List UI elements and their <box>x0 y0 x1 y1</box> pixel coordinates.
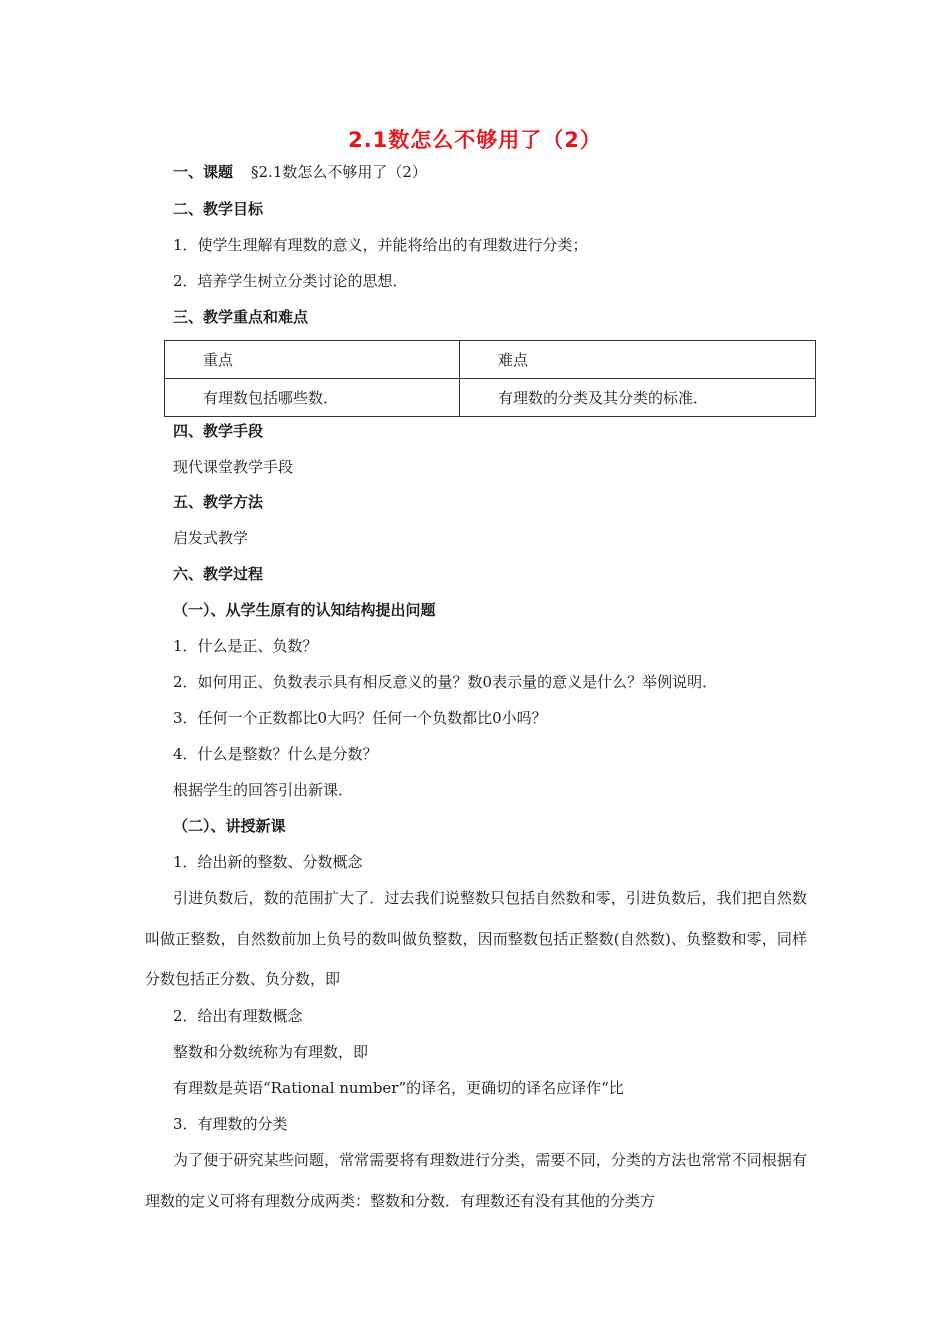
table-row <box>165 341 816 379</box>
part2-line-2a: 整数和分数统称为有理数，即 <box>173 1043 369 1061</box>
document-title: 2.1数怎么不够用了（2） <box>348 128 602 152</box>
goal-item-1: 1．使学生理解有理数的意义，并能将给出的有理数进行分类； <box>173 236 588 254</box>
goal-item-2: 2．培养学生树立分类讨论的思想． <box>173 272 408 290</box>
section-topic <box>173 162 427 182</box>
table-row <box>165 379 816 417</box>
section-method-content: 启发式教学 <box>173 529 249 547</box>
part1-followup: 根据学生的回答引出新课． <box>173 781 354 799</box>
part2-item-3: 3．有理数的分类 <box>173 1115 288 1133</box>
section-means-heading: 四、教学手段 <box>173 422 264 440</box>
table-header-key: 重点 <box>165 341 460 379</box>
part2-item-1: 1．给出新的整数、分数概念 <box>173 853 363 871</box>
table-cell-difficult: 有理数的分类及其分类的标准． <box>460 379 816 417</box>
question-item-4: 4．什么是整数？什么是分数？ <box>173 745 378 763</box>
part1-heading: （一）、从学生原有的认知结构提出问题 <box>173 601 436 619</box>
part2-heading: （二）、讲授新课 <box>173 817 286 835</box>
table-cell-key: 有理数包括哪些数． <box>165 379 460 417</box>
section-goals-heading: 二、教学目标 <box>173 200 264 218</box>
keypoints-table <box>164 340 816 417</box>
section-process-heading: 六、教学过程 <box>173 565 264 583</box>
part2-paragraph-1: 引进负数后，数的范围扩大了．过去我们说整数只包括自然数和零，引进负数后，我们把自然数叫做正整数，自然数前加上负号的数叫做负整数，因而整数包括正整数(自然数)、负整数和零，同样分数包括正分数、负分数，即 <box>145 889 807 988</box>
section-topic-label: 一、课题 <box>173 163 234 181</box>
table-header-difficult: 难点 <box>460 341 816 379</box>
section-topic-value: §2.1数怎么不够用了（2） <box>251 163 427 181</box>
section-keypoints-heading: 三、教学重点和难点 <box>173 308 309 326</box>
section-method-heading: 五、教学方法 <box>173 493 264 511</box>
part2-line-2b: 有理数是英语“Rational number”的译名，更确切的译名应译作“比 <box>173 1079 624 1097</box>
question-item-1: 1．什么是正、负数？ <box>173 637 318 655</box>
section-means-content: 现代课堂教学手段 <box>173 458 294 476</box>
question-item-3: 3．任何一个正数都比0大吗？任何一个负数都比0小吗？ <box>173 709 547 727</box>
part2-item-2: 2．给出有理数概念 <box>173 1007 303 1025</box>
question-item-2: 2．如何用正、负数表示具有相反意义的量？数0表示量的意义是什么？举例说明． <box>173 673 718 691</box>
part2-paragraph-3: 为了便于研究某些问题，常常需要将有理数进行分类，需要不同，分类的方法也常常不同根据有理数的定义可将有理数分成两类：整数和分数．有理数还有没有其他的分类方 <box>145 1151 807 1210</box>
